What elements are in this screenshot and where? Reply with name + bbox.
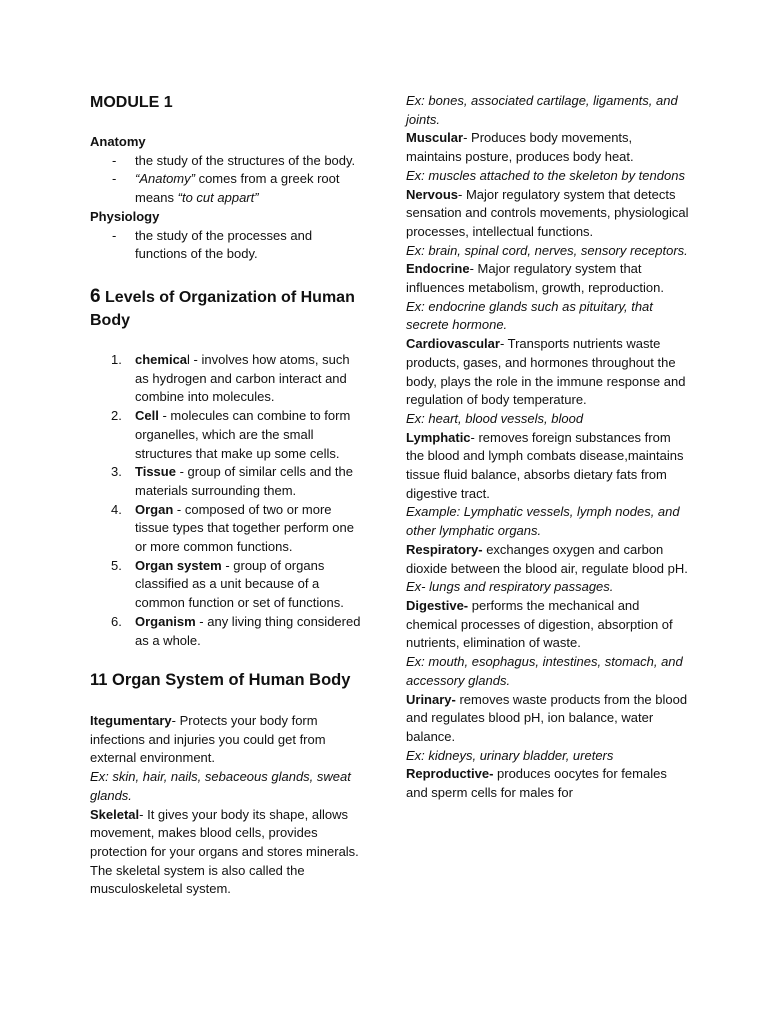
list-number: 3. — [111, 464, 122, 480]
organ-system-example: Ex: mouth, esophagus, intestines, stomach, and accessory glands. — [406, 654, 683, 688]
level-term: chemica — [135, 352, 188, 367]
organ-system-description: - removes foreign substances from the blood and lymph combats disease,maintains tissue fluid balance, absorbs dietary fats from digestive tract. — [406, 429, 684, 501]
list-number: 2. — [111, 408, 122, 424]
level-term: Cell — [135, 408, 159, 424]
level-term: Organ — [135, 501, 174, 517]
organ-system-entry — [406, 186, 691, 242]
organ-system-description: - Major regulatory system that detects sensation and controls movements, physiological processes, intellectual functions. — [406, 186, 689, 239]
levels-section — [90, 285, 365, 332]
list-item — [90, 557, 365, 613]
list-item — [90, 407, 365, 463]
list-item — [90, 501, 365, 557]
organ-system-term: Respiratory- — [406, 541, 483, 557]
organ-system-example: Ex- lungs and respiratory passages. — [406, 579, 614, 595]
systems-heading: 11 Organ System of Human Body — [90, 671, 351, 689]
list-item — [90, 463, 365, 500]
organ-system-description: - Protects your body form infections and injuries you could get from external environment. — [90, 713, 326, 766]
organ-system-term: Digestive- — [406, 597, 469, 613]
list-number: 1. — [111, 352, 122, 367]
level-term: Organ system — [135, 557, 222, 573]
organ-system-term: Itegumentary — [90, 713, 172, 728]
organ-system-term: Endocrine — [406, 261, 470, 277]
list-number: 6. — [111, 613, 122, 629]
organ-system-example: Example: Lymphatic vessels, lymph nodes, and other lymphatic organs. — [406, 504, 680, 539]
organ-system-description: exchanges oxygen and carbon dioxide between the blood air, regulate blood pH. — [406, 541, 688, 576]
levels-heading: 6 Levels of Organization of Human Body — [90, 286, 355, 329]
organ-system-entry — [406, 429, 691, 504]
organ-system-description: - Produces body movements, maintains posture, produces body heat. — [406, 130, 634, 165]
organ-system-entry — [406, 335, 691, 410]
level-description: - group of similar cells and the materials surrounding them. — [135, 464, 353, 498]
organ-system-entry — [90, 806, 365, 900]
organ-system-term: Muscular — [406, 130, 464, 146]
module-title: MODULE 1 — [90, 94, 173, 111]
organ-system-entry — [406, 691, 691, 747]
organ-system-entry — [406, 260, 691, 297]
organ-system-description: - Major regulatory system that influences metabolism, growth, reproduction. — [406, 261, 664, 296]
level-description: - any living thing considered as a whole. — [135, 613, 361, 648]
organ-system-entry — [406, 765, 691, 802]
organ-system-example: Ex: endocrine glands such as pituitary, that secrete hormone. — [406, 298, 653, 333]
level-term: Organism — [135, 613, 196, 629]
level-description: - molecules can combine to form organelles, which are the small structures that make up some cells. — [135, 408, 351, 461]
list-number: 4. — [111, 501, 122, 517]
skeletal-example: Ex: bones, associated cartilage, ligaments, and joints. — [406, 93, 678, 127]
anatomy-list — [90, 152, 365, 208]
right-column — [406, 92, 691, 803]
organ-system-description: produces oocytes for females and sperm cells for males for — [406, 766, 667, 801]
organ-system-description: - It gives your body its shape, allows movement, makes blood cells, provides protection for your organs and stores minerals. The skeletal system is also called the musculoskeletal system. — [90, 806, 359, 897]
systems-right-list — [406, 129, 691, 802]
physiology-term: Physiology — [90, 208, 160, 224]
organ-system-entry — [406, 129, 691, 166]
list-item: - “Anatomy” comes from a greek root means “to cut appart” — [90, 170, 365, 207]
organ-system-term: Urinary- — [406, 691, 456, 707]
anatomy-section — [90, 133, 365, 264]
organ-system-example: Ex: kidneys, urinary bladder, ureters — [406, 747, 614, 763]
organ-system-term: Reproductive- — [406, 766, 494, 782]
systems-left-list — [90, 712, 365, 899]
list-item: - the study of the structures of the body. — [90, 152, 365, 171]
organ-system-example: Ex: skin, hair, nails, sebaceous glands, sweat glands. — [90, 769, 351, 803]
list-item — [90, 613, 365, 650]
organ-system-entry — [406, 597, 691, 653]
anatomy-term: Anatomy — [90, 134, 146, 149]
list-item: - the study of the processes and functions of the body. — [90, 227, 365, 264]
level-term: Tissue — [135, 464, 176, 480]
organ-system-example: Ex: muscles attached to the skeleton by tendons — [406, 167, 685, 183]
organ-system-entry — [90, 712, 365, 768]
organ-system-description: removes waste products from the blood and regulates blood pH, ion balance, water balance. — [406, 691, 688, 744]
organ-system-description: performs the mechanical and chemical processes of digestion, absorption of nutrients, elimination of waste. — [406, 597, 673, 651]
list-number: 5. — [111, 557, 122, 573]
organ-system-entry — [406, 541, 691, 578]
physiology-list — [90, 227, 365, 264]
level-description: - composed of two or more tissue types that together perform one or more common functions. — [135, 501, 354, 555]
organ-system-term: Cardiovascular — [406, 336, 500, 352]
organ-system-term: Skeletal — [90, 806, 140, 822]
list-item — [90, 351, 365, 407]
levels-list — [90, 351, 365, 650]
organ-system-example: Ex: heart, blood vessels, blood — [406, 410, 584, 426]
organ-system-term: Lymphatic — [406, 429, 471, 445]
organ-system-example: Ex: brain, spinal cord, nerves, sensory receptors. — [406, 242, 688, 258]
level-description: - group of organs classified as a unit because of a common function or set of functions. — [135, 557, 344, 611]
organ-system-term: Nervous — [406, 186, 459, 202]
organ-system-description: - Transports nutrients waste products, gases, and hormones throughout the body, plays the role in the immune response and regulation of body temperature. — [406, 336, 686, 408]
level-description: l - involves how atoms, such as hydrogen and carbon interact and combine into molecules. — [135, 352, 350, 405]
